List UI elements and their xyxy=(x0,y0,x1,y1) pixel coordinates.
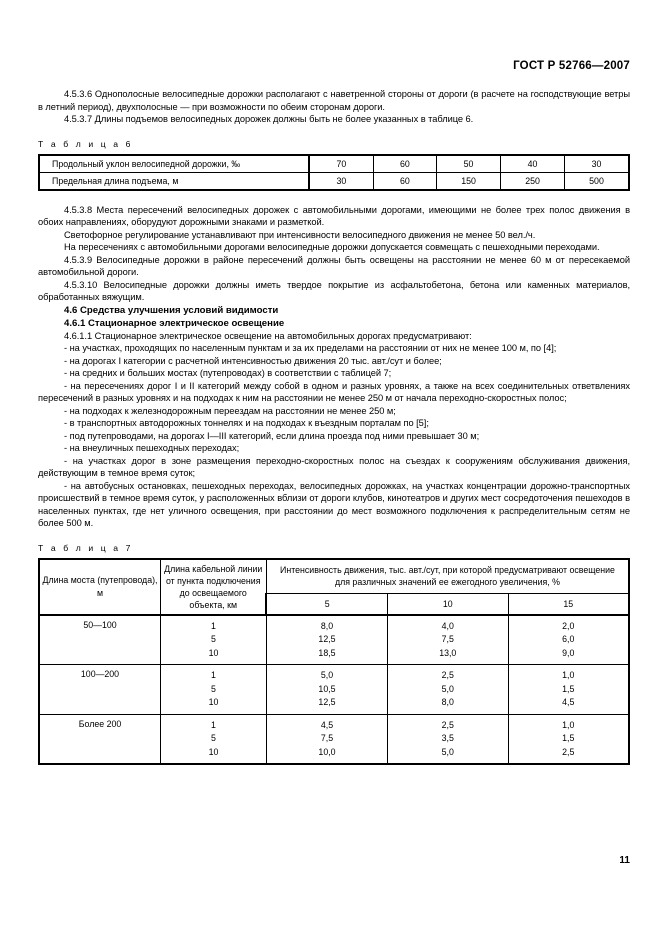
cell-line: 2,5 xyxy=(562,746,575,757)
cell-line: 10 xyxy=(208,746,219,757)
table7-row1-v15 xyxy=(508,665,629,715)
cell-line: 5 xyxy=(211,733,216,743)
cell-line: 4,0 xyxy=(441,620,454,631)
cell-line: 13,0 xyxy=(439,647,457,658)
table7-row1-bridge: 100—200 xyxy=(39,665,160,715)
bullet-settlements: - на участках, проходящих по населенным пунктам и за их пределами на расстоянии от них не менее 100 м, по [4]; xyxy=(64,343,557,353)
table7-header-cable-length: Длина кабельной линии от пункта подключения до освещаемого объекта, км xyxy=(160,559,266,615)
bullet-pedestrian-crossings: - на внеуличных пешеходных переходах; xyxy=(64,443,240,453)
cell-line: 10 xyxy=(208,697,219,707)
cell-line: 6,0 xyxy=(562,634,575,644)
spacer xyxy=(38,126,630,139)
cell-line: 1 xyxy=(211,670,216,680)
paragraph-4-5-3-10: 4.5.3.10 Велосипедные дорожки должны иметь твердое покрытие из асфальтобетона, бетона или каменных материалов, обработанных вяжущим. xyxy=(38,279,630,302)
paragraph-4-5-3-6: 4.5.3.6 Однополосные велосипедные дорожки располагают с наветренной стороны от дороги (в расчете на господствующие ветры в летний период), двухполосные — при возможности по обеим сторонам дороги. xyxy=(38,89,630,112)
cell-line: 2,5 xyxy=(441,719,454,730)
paragraph-crossings: На пересечениях с автомобильными дорогами велосипедные дорожки допускается совмещать с пешеходными переходами. xyxy=(64,242,600,252)
paragraph-4-5-3-8: 4.5.3.8 Места пересечений велосипедных дорожек с автомобильными дорогами, имеющими не более трех полос движения в обоих направлениях, оборудуют дорожными знаками и разметкой. xyxy=(38,204,630,227)
table-7-caption: Т а б л и ц а 7 xyxy=(38,542,133,553)
cell-line: 10,5 xyxy=(318,683,336,694)
cell-line: 5,0 xyxy=(441,746,454,757)
table-6 xyxy=(38,154,630,191)
cell-line: 5,0 xyxy=(441,683,454,694)
table6-row0-val3: 40 xyxy=(501,155,565,173)
cell-line: 1,5 xyxy=(562,683,575,694)
table6-row1-val4: 500 xyxy=(565,172,629,190)
bullet-tunnels: - в транспортных автодорожных тоннелях и на подходах к въездным порталам по [5]; xyxy=(64,418,429,428)
table-row xyxy=(39,615,629,665)
cell-line: 10,0 xyxy=(318,746,336,757)
cell-line: 12,5 xyxy=(318,697,336,707)
table7-row1-v10 xyxy=(388,665,509,715)
table6-row1-val3: 250 xyxy=(501,172,565,190)
table7-row2-v5 xyxy=(266,714,387,764)
table7-header-bridge-length: Длина моста (путепровода), м xyxy=(39,559,160,615)
cell-line: 5 xyxy=(211,683,216,694)
cell-line: 4,5 xyxy=(320,719,334,730)
standard-header: ГОСТ Р 52766—2007 xyxy=(513,60,630,72)
cell-line: 8,0 xyxy=(441,697,454,707)
table-row xyxy=(39,155,629,173)
table6-row0-label: Продольный уклон велосипедной дорожки, ‰ xyxy=(39,155,309,173)
table6-row1-val1: 60 xyxy=(373,172,436,190)
cell-line: 10 xyxy=(208,647,219,658)
cell-line: 2,0 xyxy=(562,620,575,631)
bullet-speed-change-lanes: - на участках дорог в зоне размещения переходно-скоростных полос на съездах к сооружениям обслуживания движения, действующим в темное время суток; xyxy=(38,455,630,478)
table7-row1-cable xyxy=(160,665,266,715)
bullet-railway-crossings: - на подходах к железнодорожным переездам на расстоянии не менее 250 м; xyxy=(64,405,396,416)
bullet-bus-stops: - на автобусных остановках, пешеходных переходах, велосипедных дорожках, на участках концентрации дорожно-транспортных происшествий в темное время суток, у расположенных вблизи от дороги клубов, кинотеатров и других мест сосредоточения пешеходов в населенных пунктах, где нет уличного освещения, при расстоянии до мест возможного подключения к распределительным сетям не более 500 м. xyxy=(38,480,630,528)
table6-row0-val0: 70 xyxy=(309,155,373,173)
table7-header-pct-15: 15 xyxy=(508,593,629,615)
cell-line: 1 xyxy=(211,719,216,730)
cell-line: 5 xyxy=(211,634,216,644)
table7-header-row-1 xyxy=(39,559,629,594)
cell-line: 18,5 xyxy=(318,647,336,658)
table-row xyxy=(39,172,629,190)
table6-row1-val0: 30 xyxy=(309,172,373,190)
table7-row2-cable xyxy=(160,714,266,764)
table7-row0-cable xyxy=(160,615,266,665)
table7-row0-v10 xyxy=(388,615,509,665)
table-row xyxy=(39,714,629,764)
table-row xyxy=(39,665,629,715)
heading-4-6-1: 4.6.1 Стационарное электрическое освещение xyxy=(64,317,285,329)
spacer xyxy=(38,191,630,204)
table-6-caption: Т а б л и ц а 6 xyxy=(38,138,133,149)
heading-4-6: 4.6 Средства улучшения условий видимости xyxy=(64,304,279,316)
cell-line: 12,5 xyxy=(318,634,336,644)
table7-header-pct-5: 5 xyxy=(266,593,387,615)
cell-line: 8,0 xyxy=(320,620,334,631)
table7-row2-v10 xyxy=(388,714,509,764)
bullet-category-1-roads: - на дорогах I категории с расчетной интенсивностью движения 20 тыс. авт./сут и более; xyxy=(64,355,442,366)
cell-line: 1 xyxy=(211,620,216,631)
table7-row1-v5 xyxy=(266,665,387,715)
table7-row2-bridge: Более 200 xyxy=(39,714,160,764)
table7-header-intensity: Интенсивность движения, тыс. авт./сут, при которой предусматривают освещение для различных значений ее ежегодного увеличения, % xyxy=(266,559,629,594)
cell-line: 4,5 xyxy=(562,697,575,707)
table7-header-pct-10: 10 xyxy=(388,593,509,615)
paragraph-traffic-light: Светофорное регулирование устанавливают при интенсивности велосипедного движения не менее 50 вел./ч. xyxy=(64,229,536,240)
page-number: 11 xyxy=(619,855,630,866)
table6-row1-val2: 150 xyxy=(437,172,501,190)
table7-row0-bridge: 50—100 xyxy=(39,615,160,665)
spacer xyxy=(38,530,630,543)
table6-row0-val1: 60 xyxy=(373,155,436,173)
bullet-bridges: - на средних и больших мостах (путепроводах) в соответствии с таблицей 7; xyxy=(64,368,392,378)
cell-line: 5,0 xyxy=(320,670,334,680)
table7-row0-v15 xyxy=(508,615,629,665)
table7-row0-v5 xyxy=(266,615,387,665)
cell-line: 1,5 xyxy=(562,733,575,743)
table6-row0-val4: 30 xyxy=(565,155,629,173)
bullet-intersections: - на пересечениях дорог I и II категорий между собой в одном и разных уровнях, а также на всех соединительных ответвлениях пересечений в разных уровнях и на подходах к ним на расстоянии не менее 250 м от начала переходно-скоростных полос; xyxy=(38,380,630,403)
cell-line: 1,0 xyxy=(562,670,575,680)
cell-line: 3,5 xyxy=(441,733,454,743)
cell-line: 1,0 xyxy=(562,719,575,730)
bullet-underpasses: - под путепроводами, на дорогах I—III категорий, если длина проезда под ними превышает 30 м; xyxy=(64,430,480,441)
cell-line: 7,5 xyxy=(320,733,334,743)
table6-row0-val2: 50 xyxy=(437,155,501,173)
document-body xyxy=(38,88,630,765)
cell-line: 9,0 xyxy=(562,647,575,658)
cell-line: 2,5 xyxy=(441,670,454,680)
paragraph-4-5-3-9: 4.5.3.9 Велосипедные дорожки в районе пересечений должны быть освещены на расстоянии не менее 60 м от пересекаемой автомобильной дороги. xyxy=(38,254,630,277)
table6-row1-label: Предельная длина подъема, м xyxy=(39,172,309,190)
table7-row2-v15 xyxy=(508,714,629,764)
paragraph-4-5-3-7: 4.5.3.7 Длины подъемов велосипедных дорожек должны быть не более указанных в таблице 6. xyxy=(64,114,474,124)
paragraph-4-6-1-1: 4.6.1.1 Стационарное электрическое освещение на автомобильных дорогах предусматривают: xyxy=(64,330,472,341)
table-7 xyxy=(38,558,630,766)
cell-line: 7,5 xyxy=(441,634,454,644)
